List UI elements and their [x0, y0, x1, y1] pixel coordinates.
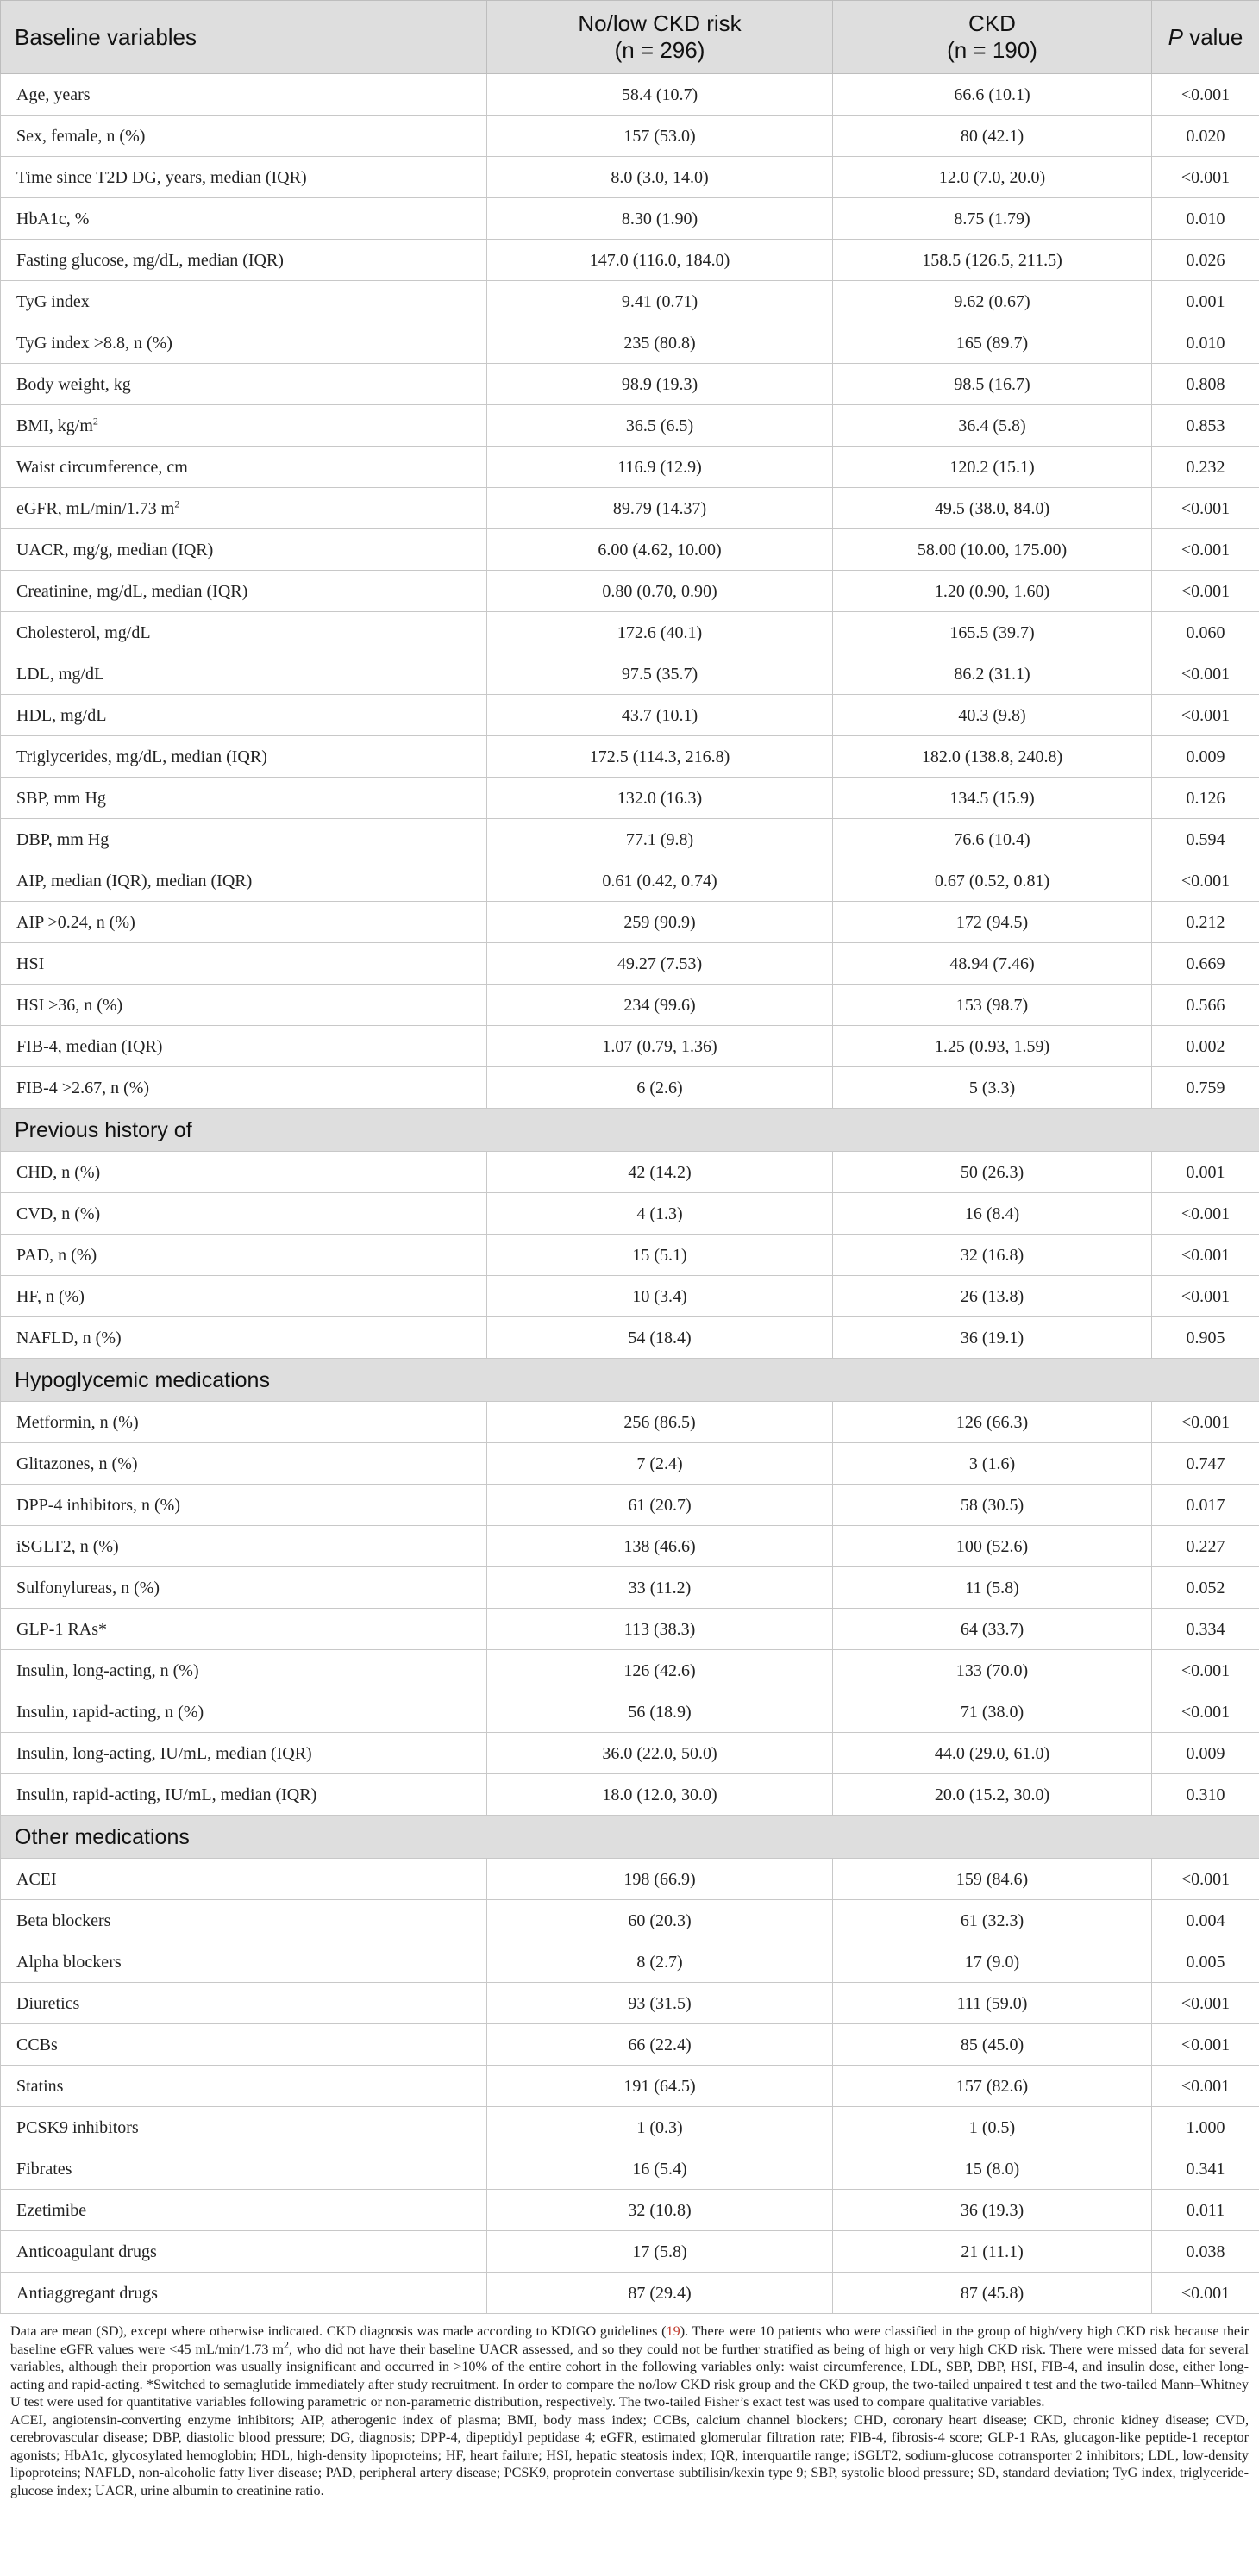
p-value: 0.232: [1152, 447, 1259, 488]
table-row: [1, 1691, 1259, 1733]
p-value: 0.310: [1152, 1774, 1259, 1816]
table-row: [1, 1193, 1259, 1235]
footnote-main: Data are mean (SD), except where otherwise indicated. CKD diagnosis was made according to KDIGO guidelines (19). There were 10 patients who were classified in the group of high/very high CKD risk because their baseline eGFR values were <45 mL/min/1.73 $m^2$, who did not have their baseline UACR assessed, and so they could not be further stratified as being of high or very high CKD risk. There were missed data for several variables, although their proportion was usually insignificant and occurred in >10% of the entire cohort in the following variables only: waist circumference, LDL, SBP, DBP, HSI, FIB-4, and insulin dose, either long-acting and rapid-acting. *Switched to semaglutide immediately after study recruitment. In order to compare the no/low CKD risk group and the CKD group, the two-tailed unpaired t test and the two-tailed Mann–Whitney U test were used for quantitative variables following parametric or non-parametric distribution, respectively. The two-tailed Fisher’s exact test was used to compare qualitative variables.: [10, 2323, 1249, 2410]
table-row: [1, 1235, 1259, 1276]
value-no-low-risk: 93 (31.5): [487, 1983, 833, 2024]
reference-link[interactable]: 19: [666, 2323, 680, 2339]
variable-label: Waist circumference, cm: [1, 447, 487, 488]
p-value: <0.001: [1152, 488, 1259, 529]
p-value: 0.001: [1152, 1152, 1259, 1193]
variable-label: UACR, mg/g, median (IQR): [1, 529, 487, 571]
value-ckd: 157 (82.6): [833, 2066, 1152, 2107]
table-row: [1, 1152, 1259, 1193]
value-ckd: 153 (98.7): [833, 985, 1152, 1026]
value-no-low-risk: 8.30 (1.90): [487, 198, 833, 240]
p-value: <0.001: [1152, 1402, 1259, 1443]
value-no-low-risk: 6 (2.6): [487, 1067, 833, 1109]
p-value: 0.026: [1152, 240, 1259, 281]
table-row: [1, 322, 1259, 364]
table-row: [1, 1317, 1259, 1359]
value-ckd: 165.5 (39.7): [833, 612, 1152, 653]
p-value: 0.227: [1152, 1526, 1259, 1567]
value-ckd: 36.4 (5.8): [833, 405, 1152, 447]
p-value: 0.341: [1152, 2148, 1259, 2190]
variable-label: NAFLD, n (%): [1, 1317, 487, 1359]
variable-label: Ezetimibe: [1, 2190, 487, 2231]
p-value: 0.009: [1152, 736, 1259, 778]
p-value: 0.853: [1152, 405, 1259, 447]
p-value: <0.001: [1152, 1193, 1259, 1235]
variable-label: Age, years: [1, 74, 487, 116]
p-value: 1.000: [1152, 2107, 1259, 2148]
table-row: [1, 157, 1259, 198]
value-no-low-risk: 198 (66.9): [487, 1859, 833, 1900]
value-no-low-risk: 97.5 (35.7): [487, 653, 833, 695]
table-row: [1, 612, 1259, 653]
table-row: [1, 1900, 1259, 1941]
table-row: [1, 1609, 1259, 1650]
p-value: 0.126: [1152, 778, 1259, 819]
table-row: [1, 1941, 1259, 1983]
variable-label: PCSK9 inhibitors: [1, 2107, 487, 2148]
value-ckd: 17 (9.0): [833, 1941, 1152, 1983]
p-value: 0.038: [1152, 2231, 1259, 2273]
variable-label: Sulfonylureas, n (%): [1, 1567, 487, 1609]
value-no-low-risk: 8.0 (3.0, 14.0): [487, 157, 833, 198]
value-no-low-risk: 49.27 (7.53): [487, 943, 833, 985]
variable-label: Time since T2D DG, years, median (IQR): [1, 157, 487, 198]
value-no-low-risk: 1 (0.3): [487, 2107, 833, 2148]
value-no-low-risk: 157 (53.0): [487, 116, 833, 157]
header-no-low-ckd-risk: No/low CKD risk (n = 296): [487, 1, 833, 74]
table-row: [1, 736, 1259, 778]
value-no-low-risk: 18.0 (12.0, 30.0): [487, 1774, 833, 1816]
value-ckd: 20.0 (15.2, 30.0): [833, 1774, 1152, 1816]
variable-label: HDL, mg/dL: [1, 695, 487, 736]
value-no-low-risk: 0.61 (0.42, 0.74): [487, 860, 833, 902]
variable-label: Fasting glucose, mg/dL, median (IQR): [1, 240, 487, 281]
value-ckd: 9.62 (0.67): [833, 281, 1152, 322]
value-ckd: 58.00 (10.00, 175.00): [833, 529, 1152, 571]
variable-label: Beta blockers: [1, 1900, 487, 1941]
value-ckd: 172 (94.5): [833, 902, 1152, 943]
table-row: [1, 985, 1259, 1026]
value-no-low-risk: 58.4 (10.7): [487, 74, 833, 116]
p-value: <0.001: [1152, 1691, 1259, 1733]
variable-label: CHD, n (%): [1, 1152, 487, 1193]
table-row: [1, 2231, 1259, 2273]
value-no-low-risk: 89.79 (14.37): [487, 488, 833, 529]
variable-label: CCBs: [1, 2024, 487, 2066]
p-value: <0.001: [1152, 157, 1259, 198]
value-ckd: 126 (66.3): [833, 1402, 1152, 1443]
value-no-low-risk: 56 (18.9): [487, 1691, 833, 1733]
p-value: 0.566: [1152, 985, 1259, 1026]
value-no-low-risk: 6.00 (4.62, 10.00): [487, 529, 833, 571]
value-no-low-risk: 42 (14.2): [487, 1152, 833, 1193]
table-row: [1, 571, 1259, 612]
value-no-low-risk: 138 (46.6): [487, 1526, 833, 1567]
value-ckd: 87 (45.8): [833, 2273, 1152, 2314]
variable-label: Cholesterol, mg/dL: [1, 612, 487, 653]
variable-label: AIP >0.24, n (%): [1, 902, 487, 943]
p-value: 0.011: [1152, 2190, 1259, 2231]
value-ckd: 158.5 (126.5, 211.5): [833, 240, 1152, 281]
variable-label: eGFR, mL/min/1.73 $m^2$: [1, 488, 487, 529]
p-value: <0.001: [1152, 1983, 1259, 2024]
variable-label: GLP-1 RAs*: [1, 1609, 487, 1650]
table-row: [1, 1650, 1259, 1691]
value-no-low-risk: 126 (42.6): [487, 1650, 833, 1691]
table-row: [1, 2273, 1259, 2314]
value-ckd: 5 (3.3): [833, 1067, 1152, 1109]
variable-label: Antiaggregant drugs: [1, 2273, 487, 2314]
value-no-low-risk: 172.5 (114.3, 216.8): [487, 736, 833, 778]
table-row: [1, 1276, 1259, 1317]
value-no-low-risk: 61 (20.7): [487, 1485, 833, 1526]
value-no-low-risk: 15 (5.1): [487, 1235, 833, 1276]
table-row: [1, 2148, 1259, 2190]
p-value: 0.017: [1152, 1485, 1259, 1526]
value-no-low-risk: 10 (3.4): [487, 1276, 833, 1317]
p-value: 0.334: [1152, 1609, 1259, 1650]
table-row: [1, 902, 1259, 943]
variable-label: Insulin, long-acting, IU/mL, median (IQR): [1, 1733, 487, 1774]
value-no-low-risk: 116.9 (12.9): [487, 447, 833, 488]
value-no-low-risk: 43.7 (10.1): [487, 695, 833, 736]
p-value: 0.808: [1152, 364, 1259, 405]
value-no-low-risk: 16 (5.4): [487, 2148, 833, 2190]
value-no-low-risk: 17 (5.8): [487, 2231, 833, 2273]
table-row: [1, 860, 1259, 902]
value-ckd: 16 (8.4): [833, 1193, 1152, 1235]
p-value: <0.001: [1152, 571, 1259, 612]
value-ckd: 61 (32.3): [833, 1900, 1152, 1941]
variable-label: Metformin, n (%): [1, 1402, 487, 1443]
p-value: 0.747: [1152, 1443, 1259, 1485]
variable-label: Creatinine, mg/dL, median (IQR): [1, 571, 487, 612]
value-ckd: 98.5 (16.7): [833, 364, 1152, 405]
table-row: [1, 364, 1259, 405]
p-value: <0.001: [1152, 653, 1259, 695]
p-value: <0.001: [1152, 860, 1259, 902]
value-ckd: 15 (8.0): [833, 2148, 1152, 2190]
value-no-low-risk: 1.07 (0.79, 1.36): [487, 1026, 833, 1067]
table-row: [1, 488, 1259, 529]
variable-label: TyG index >8.8, n (%): [1, 322, 487, 364]
table-row: [1, 1733, 1259, 1774]
p-value: <0.001: [1152, 1276, 1259, 1317]
variable-label: Insulin, long-acting, n (%): [1, 1650, 487, 1691]
value-no-low-risk: 8 (2.7): [487, 1941, 833, 1983]
value-no-low-risk: 4 (1.3): [487, 1193, 833, 1235]
variable-label: Insulin, rapid-acting, IU/mL, median (IQR): [1, 1774, 487, 1816]
p-value: 0.020: [1152, 116, 1259, 157]
value-no-low-risk: 259 (90.9): [487, 902, 833, 943]
table-row: [1, 2107, 1259, 2148]
section-header-row: [1, 1109, 1259, 1152]
section-title: Previous history of: [1, 1109, 1259, 1152]
header-baseline-variables: Baseline variables: [1, 1, 487, 74]
variable-label: Anticoagulant drugs: [1, 2231, 487, 2273]
variable-label: FIB-4 >2.67, n (%): [1, 1067, 487, 1109]
p-value: 0.002: [1152, 1026, 1259, 1067]
variable-label: DBP, mm Hg: [1, 819, 487, 860]
value-ckd: 120.2 (15.1): [833, 447, 1152, 488]
variable-label: iSGLT2, n (%): [1, 1526, 487, 1567]
p-value: <0.001: [1152, 74, 1259, 116]
value-no-low-risk: 33 (11.2): [487, 1567, 833, 1609]
table-row: [1, 116, 1259, 157]
footnote-abbreviations: ACEI, angiotensin-converting enzyme inhibitors; AIP, atherogenic index of plasma; BMI, body mass index; CCBs, calcium channel blockers; CHD, coronary heart disease; CKD, chronic kidney disease; CVD, cerebrovascular disease; DBP, diastolic blood pressure; DG, diagnosis; DPP-4, dipeptidyl peptidase 4; eGFR, estimated glomerular filtration rate; FIB-4, fibrosis-4 score; GLP-1 RAs, glucagon-like peptide-1 receptor agonists; HbA1c, glycosylated hemoglobin; HDL, high-density lipoproteins; HF, heart failure; HSI, hepatic steatosis index; IQR, interquartile range; iSGLT2, sodium-glucose cotransporter 2 inhibitors; LDL, low-density lipoproteins; NAFLD, non-alcoholic fatty liver disease; PAD, peripheral artery disease; PCSK9, proprotein convertase subtilisin/kexin type 9; SBP, systolic blood pressure; SD, standard deviation; TyG index, triglyceride-glucose index; UACR, urine albumin to creatinine ratio.: [10, 2411, 1249, 2498]
value-ckd: 11 (5.8): [833, 1567, 1152, 1609]
value-no-low-risk: 98.9 (19.3): [487, 364, 833, 405]
value-ckd: 80 (42.1): [833, 116, 1152, 157]
variable-label: HbA1c, %: [1, 198, 487, 240]
value-ckd: 71 (38.0): [833, 1691, 1152, 1733]
table-row: [1, 74, 1259, 116]
table-row: [1, 778, 1259, 819]
table-row: [1, 1026, 1259, 1067]
variable-label: Sex, female, n (%): [1, 116, 487, 157]
variable-label: ACEI: [1, 1859, 487, 1900]
p-value: 0.004: [1152, 1900, 1259, 1941]
table-row: [1, 281, 1259, 322]
value-ckd: 58 (30.5): [833, 1485, 1152, 1526]
p-value: 0.669: [1152, 943, 1259, 985]
value-no-low-risk: 147.0 (116.0, 184.0): [487, 240, 833, 281]
value-ckd: 64 (33.7): [833, 1609, 1152, 1650]
value-ckd: 44.0 (29.0, 61.0): [833, 1733, 1152, 1774]
value-no-low-risk: 191 (64.5): [487, 2066, 833, 2107]
p-value: <0.001: [1152, 2066, 1259, 2107]
variable-label: Statins: [1, 2066, 487, 2107]
value-no-low-risk: 9.41 (0.71): [487, 281, 833, 322]
value-ckd: 49.5 (38.0, 84.0): [833, 488, 1152, 529]
header-ckd: CKD (n = 190): [833, 1, 1152, 74]
value-no-low-risk: 54 (18.4): [487, 1317, 833, 1359]
value-no-low-risk: 36.0 (22.0, 50.0): [487, 1733, 833, 1774]
table-row: [1, 2190, 1259, 2231]
value-no-low-risk: 36.5 (6.5): [487, 405, 833, 447]
section-header-row: [1, 1816, 1259, 1859]
value-ckd: 36 (19.1): [833, 1317, 1152, 1359]
table-row: [1, 1983, 1259, 2024]
table-row: [1, 1443, 1259, 1485]
table-row: [1, 1567, 1259, 1609]
table-row: [1, 529, 1259, 571]
value-ckd: 21 (11.1): [833, 2231, 1152, 2273]
table-body: [1, 74, 1259, 2314]
p-value: 0.005: [1152, 1941, 1259, 1983]
value-ckd: 66.6 (10.1): [833, 74, 1152, 116]
table-row: [1, 653, 1259, 695]
p-value: <0.001: [1152, 2024, 1259, 2066]
p-value: 0.009: [1152, 1733, 1259, 1774]
variable-label: LDL, mg/dL: [1, 653, 487, 695]
value-ckd: 165 (89.7): [833, 322, 1152, 364]
p-value: 0.052: [1152, 1567, 1259, 1609]
value-ckd: 133 (70.0): [833, 1650, 1152, 1691]
value-no-low-risk: 172.6 (40.1): [487, 612, 833, 653]
value-no-low-risk: 235 (80.8): [487, 322, 833, 364]
section-header-row: [1, 1359, 1259, 1402]
p-value: 0.905: [1152, 1317, 1259, 1359]
p-value: <0.001: [1152, 2273, 1259, 2314]
value-no-low-risk: 87 (29.4): [487, 2273, 833, 2314]
value-no-low-risk: 7 (2.4): [487, 1443, 833, 1485]
table-row: [1, 943, 1259, 985]
value-ckd: 1 (0.5): [833, 2107, 1152, 2148]
value-ckd: 50 (26.3): [833, 1152, 1152, 1193]
header-p-value: P value: [1152, 1, 1259, 74]
table-header: [1, 1, 1259, 74]
variable-label: HSI: [1, 943, 487, 985]
variable-label: Alpha blockers: [1, 1941, 487, 1983]
table-row: [1, 1526, 1259, 1567]
value-no-low-risk: 60 (20.3): [487, 1900, 833, 1941]
value-no-low-risk: 132.0 (16.3): [487, 778, 833, 819]
p-value: <0.001: [1152, 1235, 1259, 1276]
value-ckd: 40.3 (9.8): [833, 695, 1152, 736]
table-row: [1, 819, 1259, 860]
p-value: <0.001: [1152, 529, 1259, 571]
p-value: 0.060: [1152, 612, 1259, 653]
value-ckd: 111 (59.0): [833, 1983, 1152, 2024]
table-row: [1, 1067, 1259, 1109]
p-value: 0.001: [1152, 281, 1259, 322]
value-ckd: 1.25 (0.93, 1.59): [833, 1026, 1152, 1067]
table-row: [1, 405, 1259, 447]
value-no-low-risk: 256 (86.5): [487, 1402, 833, 1443]
value-no-low-risk: 32 (10.8): [487, 2190, 833, 2231]
variable-label: Body weight, kg: [1, 364, 487, 405]
value-ckd: 3 (1.6): [833, 1443, 1152, 1485]
value-ckd: 134.5 (15.9): [833, 778, 1152, 819]
table-row: [1, 198, 1259, 240]
variable-label: DPP-4 inhibitors, n (%): [1, 1485, 487, 1526]
table-row: [1, 1859, 1259, 1900]
variable-label: Triglycerides, mg/dL, median (IQR): [1, 736, 487, 778]
table-footnotes: [0, 2314, 1259, 2499]
value-ckd: 36 (19.3): [833, 2190, 1152, 2231]
p-value: <0.001: [1152, 695, 1259, 736]
value-no-low-risk: 234 (99.6): [487, 985, 833, 1026]
value-ckd: 8.75 (1.79): [833, 198, 1152, 240]
value-ckd: 100 (52.6): [833, 1526, 1152, 1567]
variable-label: Glitazones, n (%): [1, 1443, 487, 1485]
p-value: 0.010: [1152, 322, 1259, 364]
p-value: 0.212: [1152, 902, 1259, 943]
value-no-low-risk: 113 (38.3): [487, 1609, 833, 1650]
value-no-low-risk: 66 (22.4): [487, 2024, 833, 2066]
value-ckd: 12.0 (7.0, 20.0): [833, 157, 1152, 198]
variable-label: AIP, median (IQR), median (IQR): [1, 860, 487, 902]
table-row: [1, 240, 1259, 281]
value-ckd: 0.67 (0.52, 0.81): [833, 860, 1152, 902]
variable-label: Fibrates: [1, 2148, 487, 2190]
section-title: Hypoglycemic medications: [1, 1359, 1259, 1402]
value-ckd: 159 (84.6): [833, 1859, 1152, 1900]
p-value: 0.010: [1152, 198, 1259, 240]
table-row: [1, 695, 1259, 736]
value-ckd: 85 (45.0): [833, 2024, 1152, 2066]
value-no-low-risk: 77.1 (9.8): [487, 819, 833, 860]
value-no-low-risk: 0.80 (0.70, 0.90): [487, 571, 833, 612]
table-row: [1, 2066, 1259, 2107]
variable-label: Insulin, rapid-acting, n (%): [1, 1691, 487, 1733]
variable-label: Diuretics: [1, 1983, 487, 2024]
variable-label: SBP, mm Hg: [1, 778, 487, 819]
value-ckd: 32 (16.8): [833, 1235, 1152, 1276]
value-ckd: 86.2 (31.1): [833, 653, 1152, 695]
variable-label: BMI, $kg/m^2$: [1, 405, 487, 447]
variable-label: HF, n (%): [1, 1276, 487, 1317]
variable-label: TyG index: [1, 281, 487, 322]
value-ckd: 1.20 (0.90, 1.60): [833, 571, 1152, 612]
table-row: [1, 1402, 1259, 1443]
table-row: [1, 1485, 1259, 1526]
section-title: Other medications: [1, 1816, 1259, 1859]
p-value: <0.001: [1152, 1650, 1259, 1691]
p-value: 0.594: [1152, 819, 1259, 860]
variable-label: FIB-4, median (IQR): [1, 1026, 487, 1067]
variable-label: PAD, n (%): [1, 1235, 487, 1276]
value-ckd: 182.0 (138.8, 240.8): [833, 736, 1152, 778]
table-row: [1, 1774, 1259, 1816]
p-value: <0.001: [1152, 1859, 1259, 1900]
variable-label: HSI ≥36, n (%): [1, 985, 487, 1026]
table-row: [1, 2024, 1259, 2066]
p-value: 0.759: [1152, 1067, 1259, 1109]
value-ckd: 26 (13.8): [833, 1276, 1152, 1317]
value-ckd: 76.6 (10.4): [833, 819, 1152, 860]
value-ckd: 48.94 (7.46): [833, 943, 1152, 985]
variable-label: CVD, n (%): [1, 1193, 487, 1235]
table-row: [1, 447, 1259, 488]
